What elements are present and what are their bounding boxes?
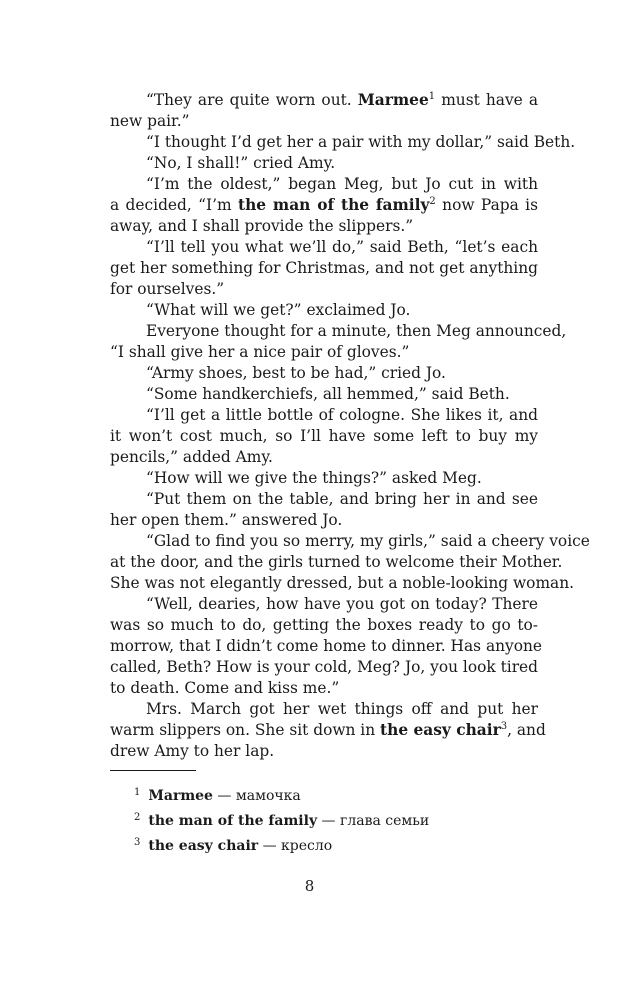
- footnote: $^2$ the man of the family — глава семьи: [134, 812, 430, 829]
- text-line: Mrs. March got her wet things off and put her: [146, 700, 538, 718]
- text-line: “Some handkerchiefs, all hemmed,” said Beth.: [146, 385, 510, 403]
- footnote-ref: 3: [500, 721, 508, 732]
- footnote-number: 1: [134, 787, 141, 798]
- text-line: “Well, dearies, how have you got on today? There: [146, 595, 538, 613]
- text-line: “Glad to find you so merry, my girls,” said a cheery voice: [146, 532, 590, 550]
- text-line: “They are quite worn out. Marmee$^1$ must have a: [146, 91, 538, 109]
- text-line: for ourselves.”: [110, 280, 225, 298]
- text-line: “What will we get?” exclaimed Jo.: [146, 301, 411, 319]
- footnotes: [134, 780, 429, 855]
- text-line: “I’m the oldest,” began Meg, but Jo cut in with: [146, 175, 538, 193]
- footnote: $^3$ the easy chair — кресло: [134, 837, 333, 854]
- page-number: 8: [304, 877, 315, 895]
- glossed-term: the easy chair: [380, 721, 501, 739]
- footnote-translation: глава семьи: [340, 813, 430, 829]
- text-line: get her something for Christmas, and not get anything: [110, 259, 538, 277]
- text-line: new pair.”: [110, 112, 190, 130]
- text-line: it won’t cost much, so I’ll have some left to buy my: [110, 427, 538, 445]
- footnote-translation: мамочка: [235, 788, 301, 804]
- text-line: She was not elegantly dressed, but a noble-looking woman.: [110, 574, 575, 592]
- text-line: a decided, “I’m the man of the family$^2$ now Papa is: [110, 196, 538, 214]
- footnote-number: 2: [134, 812, 141, 823]
- text-line: warm slippers on. She sit down in the easy chair$^3$, and: [110, 721, 546, 739]
- footnote-term: the man of the family: [148, 813, 318, 829]
- text-line: to death. Come and kiss me.”: [110, 679, 340, 697]
- text-line: called, Beth? How is your cold, Meg? Jo, you look tired: [110, 658, 539, 676]
- footnote-term: Marmee: [148, 788, 213, 804]
- body-text: [110, 90, 590, 762]
- footnote-number: 3: [134, 837, 141, 848]
- footnote-divider: [110, 770, 196, 771]
- text-line: “I’ll get a little bottle of cologne. She likes it, and: [146, 406, 538, 424]
- text-line: at the door, and the girls turned to welcome their Mother.: [110, 553, 563, 571]
- footnote-ref: 1: [428, 91, 436, 102]
- footnote: $^1$ Marmee — мамочка: [134, 787, 301, 804]
- footnote-term: the easy chair: [148, 838, 259, 854]
- text-line: “How will we give the things?” asked Meg.: [146, 469, 482, 487]
- text-line: morrow, that I didn’t come home to dinner. Has anyone: [110, 637, 543, 655]
- text-line: pencils,” added Amy.: [110, 448, 273, 466]
- text-line: drew Amy to her lap.: [110, 742, 275, 760]
- glossed-term: the man of the family: [237, 196, 430, 214]
- text-line: her open them.” answered Jo.: [110, 511, 343, 529]
- text-line: was so much to do, getting the boxes ready to go to-: [110, 616, 538, 634]
- text-line: “Army shoes, best to be had,” cried Jo.: [146, 364, 446, 382]
- glossed-term: Marmee: [357, 91, 429, 109]
- text-line: away, and I shall provide the slippers.”: [110, 217, 414, 235]
- footnote-ref: 2: [429, 196, 436, 207]
- text-line: “I thought I’d get her a pair with my dollar,” said Beth.: [146, 133, 576, 151]
- text-line: “I’ll tell you what we’ll do,” said Beth, “let’s each: [146, 238, 538, 256]
- text-line: “No, I shall!” cried Amy.: [146, 154, 336, 172]
- text-line: “Put them on the table, and bring her in and see: [146, 490, 538, 508]
- text-line: Everyone thought for a minute, then Meg announced,: [146, 322, 567, 340]
- footnote-translation: кресло: [281, 838, 333, 854]
- text-line: “I shall give her a nice pair of gloves.”: [110, 343, 410, 361]
